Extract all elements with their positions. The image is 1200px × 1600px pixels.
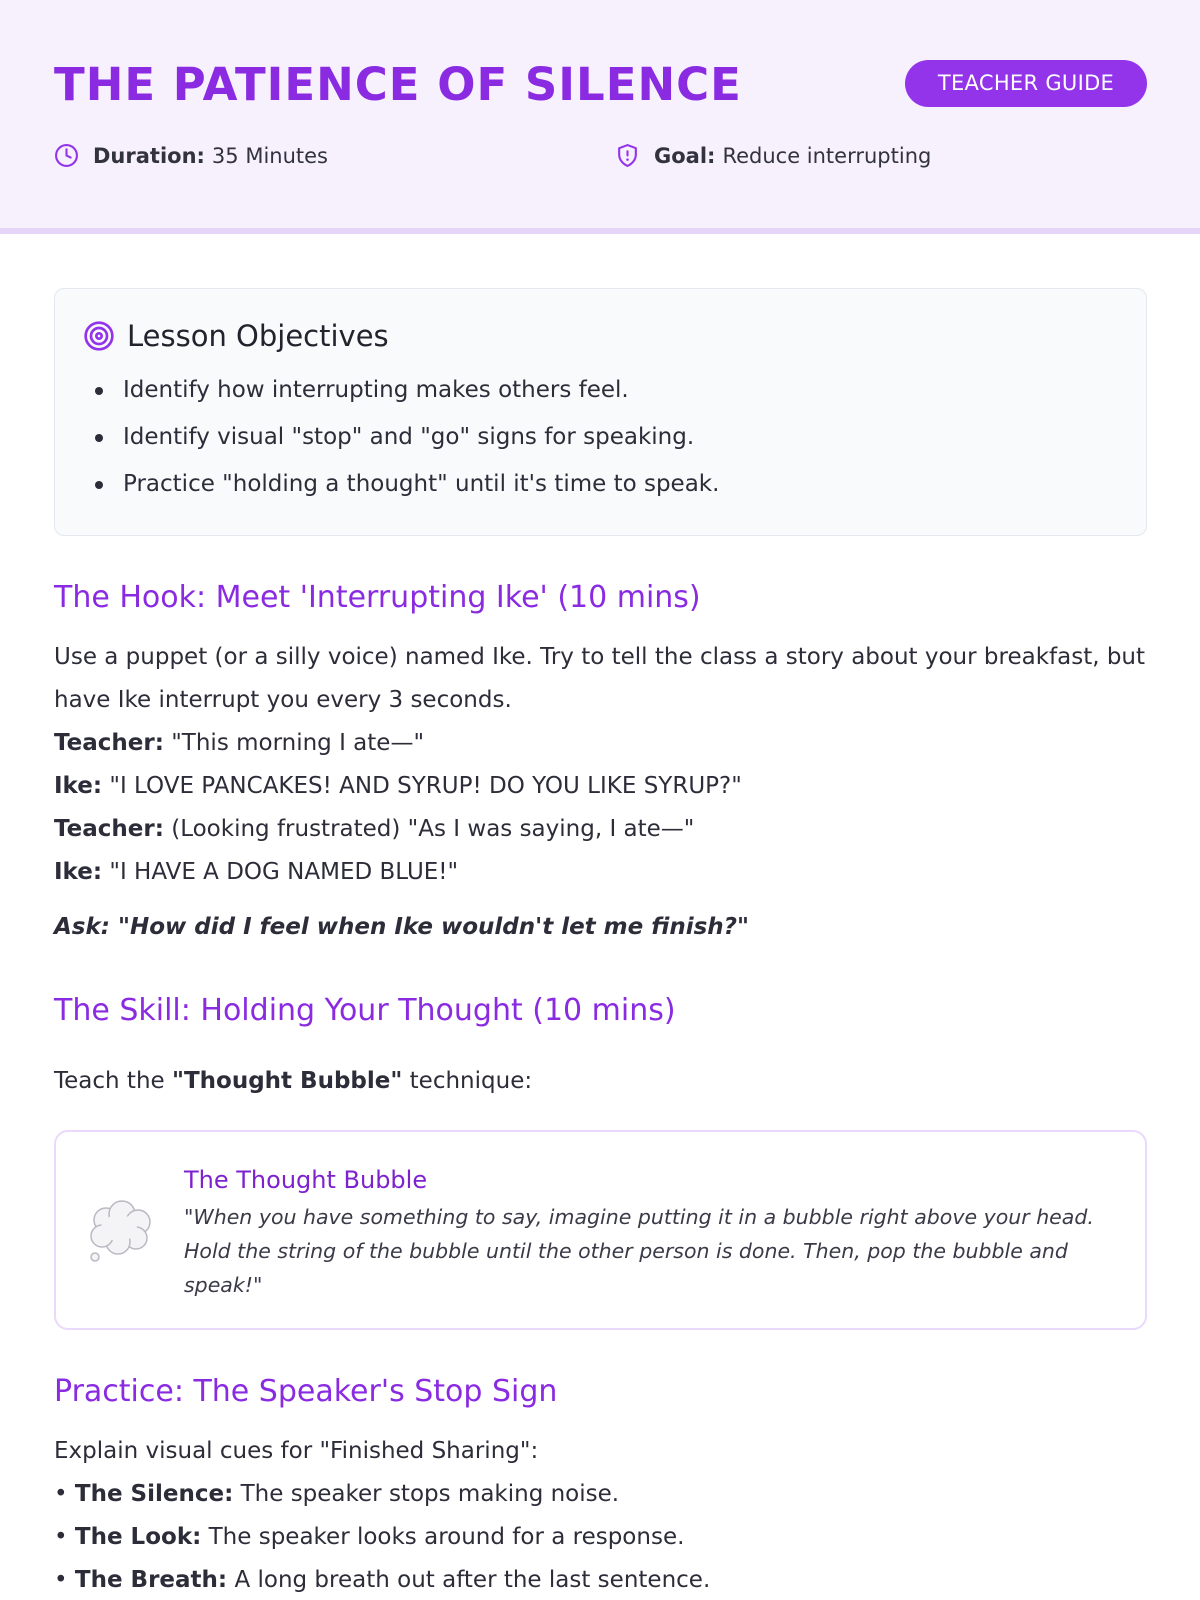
target-icon bbox=[83, 320, 115, 352]
bullet-text: The speaker stops making noise. bbox=[240, 1481, 620, 1507]
thought-bubble-icon bbox=[86, 1200, 156, 1268]
objectives-heading bbox=[83, 319, 389, 353]
objective-item: Practice "holding a thought" until it's time to speak. bbox=[95, 469, 719, 516]
objectives-list bbox=[95, 375, 719, 516]
duration-value: 35 Minutes bbox=[211, 143, 328, 168]
skill-intro-suffix: technique: bbox=[402, 1068, 533, 1094]
duration-meta bbox=[54, 143, 328, 168]
dialogue-line bbox=[54, 859, 458, 885]
skill-heading: The Skill: Holding Your Thought (10 mins) bbox=[54, 993, 676, 1028]
dialogue-text: (Looking frustrated) "As I was saying, I ate—" bbox=[171, 816, 695, 842]
hook-heading: The Hook: Meet 'Interrupting Ike' (10 mins) bbox=[54, 580, 701, 615]
dialogue-line bbox=[54, 816, 694, 842]
dialogue-speaker: Ike: bbox=[54, 859, 103, 885]
header bbox=[0, 0, 1200, 234]
dialogue-speaker: Teacher: bbox=[54, 816, 164, 842]
skill-intro-bold: "Thought Bubble" bbox=[171, 1068, 403, 1094]
dialogue-speaker: Ike: bbox=[54, 773, 103, 799]
bullet-text: A long breath out after the last sentence. bbox=[234, 1567, 711, 1593]
skill-intro bbox=[54, 1068, 532, 1094]
shield-icon bbox=[615, 143, 640, 168]
objectives-title: Lesson Objectives bbox=[127, 319, 389, 353]
practice-bullet bbox=[54, 1481, 619, 1507]
goal-value: Reduce interrupting bbox=[722, 143, 932, 168]
dialogue-line bbox=[54, 730, 424, 756]
ask-question: Ask: "How did I feel when Ike wouldn't let me finish?" bbox=[54, 914, 749, 940]
objective-item: Identify how interrupting makes others feel. bbox=[95, 375, 719, 422]
dialogue-speaker: Teacher: bbox=[54, 730, 164, 756]
teacher-guide-badge: TEACHER GUIDE bbox=[905, 60, 1147, 107]
practice-heading: Practice: The Speaker's Stop Sign bbox=[54, 1374, 558, 1409]
practice-intro: Explain visual cues for "Finished Sharing": bbox=[54, 1438, 539, 1464]
bullet-label: The Silence: bbox=[74, 1481, 234, 1507]
dialogue-text: "I LOVE PANCAKES! AND SYRUP! DO YOU LIKE SYRUP?" bbox=[109, 773, 742, 799]
dialogue-text: "This morning I ate—" bbox=[171, 730, 425, 756]
thought-bubble-title: The Thought Bubble bbox=[184, 1166, 428, 1194]
duration-label: Duration: bbox=[93, 143, 205, 168]
bullet-dot: • bbox=[54, 1567, 75, 1593]
bullet-text: The speaker looks around for a response. bbox=[208, 1524, 685, 1550]
bullet-label: The Look: bbox=[74, 1524, 202, 1550]
bullet-label: The Breath: bbox=[74, 1567, 228, 1593]
page-title: THE PATIENCE OF SILENCE bbox=[54, 58, 742, 111]
objective-item: Identify visual "stop" and "go" signs for speaking. bbox=[95, 422, 719, 469]
thought-bubble-quote: "When you have something to say, imagine putting it in a bubble right above your head. Hold the string of the bubble until the other person is done. Then, pop the bubble and speak!" bbox=[184, 1205, 1094, 1297]
dialogue-text: "I HAVE A DOG NAMED BLUE!" bbox=[109, 859, 459, 885]
bullet-dot: • bbox=[54, 1524, 75, 1550]
hook-intro: Use a puppet (or a silly voice) named Ike. Try to tell the class a story about your breakfast, but have Ike interrupt you every 3 seconds. bbox=[54, 644, 1146, 713]
lesson-objectives-card bbox=[54, 288, 1147, 536]
practice-bullet bbox=[54, 1567, 710, 1593]
bullet-dot: • bbox=[54, 1481, 75, 1507]
skill-intro-prefix: Teach the bbox=[54, 1068, 172, 1094]
practice-bullet bbox=[54, 1524, 684, 1550]
dialogue-line bbox=[54, 773, 742, 799]
thought-bubble-card bbox=[54, 1130, 1147, 1330]
clock-icon bbox=[54, 143, 79, 168]
goal-meta bbox=[615, 143, 931, 168]
goal-label: Goal: bbox=[654, 143, 716, 168]
